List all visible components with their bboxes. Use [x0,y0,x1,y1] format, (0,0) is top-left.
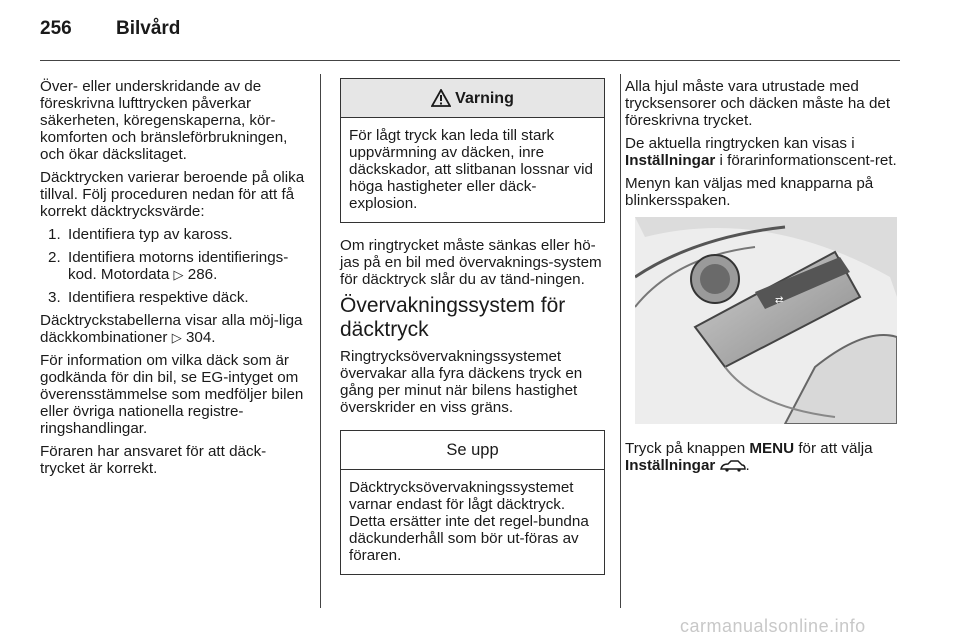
column-2 [340,78,605,589]
paragraph-text: . [745,457,750,474]
page-number: 256 [40,18,72,39]
paragraph: Däcktrycken varierar beroende på olika tillval. Följ proceduren nedan för att få korrekt däcktrycksvärde: [40,169,305,220]
column-divider-2 [620,74,621,608]
menu-term: Inställningar [625,152,716,169]
list-text: Identifiera respektive däck. [68,289,249,306]
paragraph: Ringtrycksövervakningssystemet övervakar alla fyra däckens tryck en gång per minut när bilens hastighet överskrider en viss gräns. [340,348,583,416]
list-number: 3. [48,289,61,306]
arrow-right-icon: ▷ [173,267,184,282]
paragraph-text: i förarinformationscent-ret. [715,152,897,169]
page-reference[interactable]: 286. [187,266,218,283]
list-text: Identifiera typ av kaross. [68,226,233,243]
turn-signal-lever-photo [635,217,897,424]
menu-button-label: MENU [749,440,795,457]
list-number: 1. [48,226,61,243]
paragraph: Om ringtrycket måste sänkas eller hö-jas på en bil med övervaknings-system för däcktryck slår du av tänd-ningen. [340,237,602,288]
paragraph [40,312,308,346]
list-item [40,249,308,283]
list-text: Identifiera motorns identifierings-kod. Motordata [68,249,289,283]
warning-text: För lågt tryck kan leda till stark uppvärmning av däcken, inre däckskador, att slitbanan lossnar vid höga hastigheter eller däck-explosion. [349,127,593,212]
column-divider-1 [320,74,321,608]
svg-text:⇄: ⇄ [775,295,784,306]
watermark: carmanualsonline.info [680,616,866,636]
caution-box [340,430,605,575]
paragraph: Alla hjul måste vara utrustade med trycksensorer och däcken måste ha det föreskrivna trycket. [625,78,891,129]
column-3 [625,78,905,480]
paragraph: Över- eller underskridande av de föreskrivna lufttrycken påverkar säkerheten, köregenskaperna, kör-komforten och bränsleförbrukningen, och ökar däckslitaget. [40,78,288,163]
caution-header [341,431,604,470]
paragraph [625,440,905,474]
caution-text: Däcktrycksövervakningssystemet varnar endast för lågt däcktryck. Detta ersätter inte det regel-bundna däckunderhåll som bör ut-föras av föraren. [349,479,589,564]
column-1 [40,78,308,483]
warning-header [341,79,604,118]
paragraph: För information om vilka däck som är godkända för din bil, se EG-intyget om överensstämmelse som medföljer bilen eller övriga nationella registre-ringshandlingar. [40,352,304,437]
warning-title: Varning [455,89,514,107]
list-item [40,226,308,243]
numbered-list [40,226,308,306]
section-heading: Övervakningssystem för däcktryck [340,294,566,341]
paragraph-text: Tryck på knappen [625,440,750,457]
list-number: 2. [48,249,61,266]
warning-triangle-icon [431,89,451,107]
car-icon [720,460,746,472]
caution-title: Se upp [446,440,499,459]
arrow-right-icon: ▷ [171,330,182,345]
paragraph-text: för att välja [794,440,873,457]
paragraph: Föraren har ansvaret för att däck-trycket är korrekt. [40,443,267,477]
paragraph: Menyn kan väljas med knapparna på blinkersspaken. [625,175,874,209]
paragraph-text: Däcktryckstabellerna visar alla möj-liga däckkombinationer [40,312,303,346]
chapter-title: Bilvård [116,18,181,39]
page-reference[interactable]: 304. [185,329,216,346]
paragraph-text: De aktuella ringtrycken kan visas i [625,135,855,152]
menu-term: Inställningar [625,457,716,474]
paragraph [625,135,905,169]
header-rule [40,60,900,61]
warning-box [340,78,605,223]
list-item [40,289,308,306]
